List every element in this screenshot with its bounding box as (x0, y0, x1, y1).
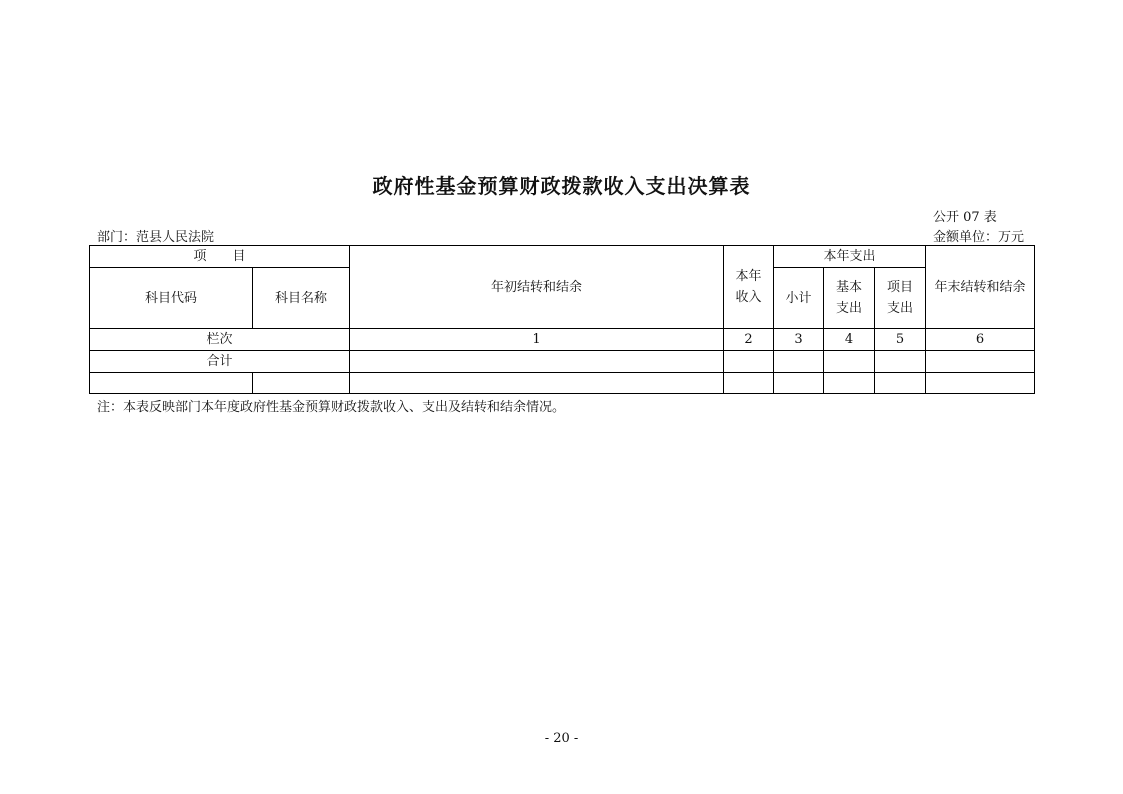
empty-cell (824, 373, 875, 394)
column-row-label: 栏次 (90, 329, 350, 351)
total-cell (774, 351, 824, 373)
header-subject-name: 科目名称 (253, 268, 350, 329)
empty-cell (90, 373, 253, 394)
header-opening-balance: 年初结转和结余 (350, 246, 724, 329)
empty-cell (350, 373, 724, 394)
empty-cell (774, 373, 824, 394)
total-cell (724, 351, 774, 373)
unit-label: 金额单位：万元 (933, 230, 1025, 245)
form-number: 公开 07 表 (933, 210, 997, 225)
table-note: 注：本表反映部门本年度政府性基金预算财政拨款收入、支出及结转和结余情况。 (97, 400, 566, 415)
header-annual-income: 本年 收入 (724, 246, 774, 329)
column-number-1: 1 (350, 329, 724, 351)
column-number-4: 4 (824, 329, 875, 351)
empty-cell (875, 373, 926, 394)
header-basic-expense: 基本 支出 (824, 268, 875, 329)
column-number-6: 6 (926, 329, 1035, 351)
header-subtotal: 小计 (774, 268, 824, 329)
column-number-row (90, 329, 1035, 351)
budget-table (89, 245, 1035, 394)
column-number-3: 3 (774, 329, 824, 351)
total-cell (350, 351, 724, 373)
header-annual-expense: 本年支出 (774, 246, 926, 268)
header-closing-balance: 年末结转和结余 (926, 246, 1035, 329)
header-project-expense: 项目 支出 (875, 268, 926, 329)
page-number: - 20 - (544, 731, 579, 746)
total-cell (875, 351, 926, 373)
column-number-2: 2 (724, 329, 774, 351)
total-cell (926, 351, 1035, 373)
header-project: 项 目 (90, 246, 350, 268)
total-row (90, 351, 1035, 373)
header-row-1 (90, 246, 1035, 268)
empty-cell (724, 373, 774, 394)
page-title: 政府性基金预算财政拨款收入支出决算表 (372, 174, 751, 198)
department-label: 部门：范县人民法院 (97, 230, 215, 245)
total-row-label: 合计 (90, 351, 350, 373)
header-subject-code: 科目代码 (90, 268, 253, 329)
total-cell (824, 351, 875, 373)
empty-cell (926, 373, 1035, 394)
empty-cell (253, 373, 350, 394)
column-number-5: 5 (875, 329, 926, 351)
empty-row (90, 373, 1035, 394)
